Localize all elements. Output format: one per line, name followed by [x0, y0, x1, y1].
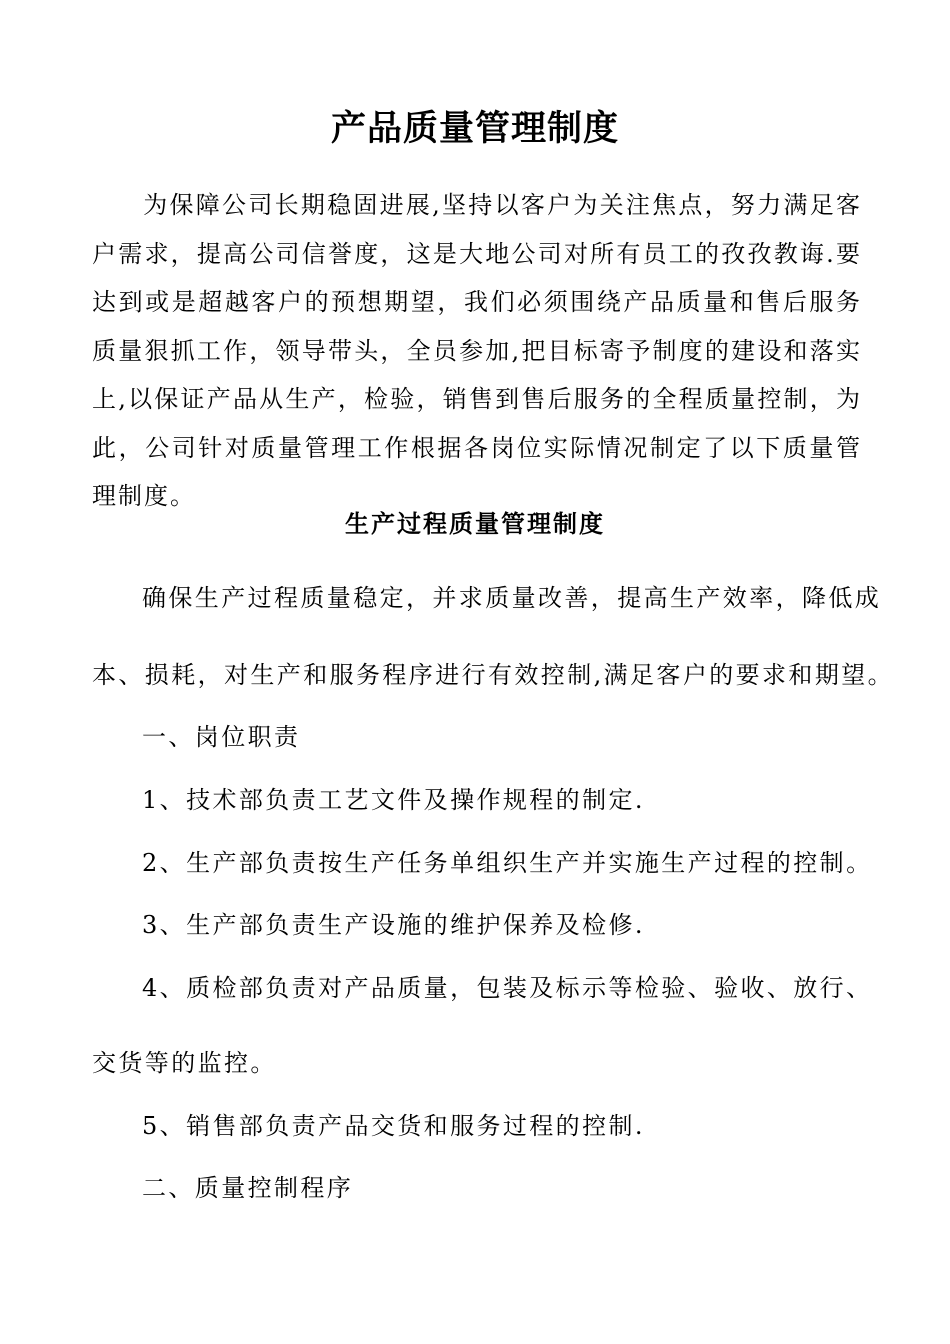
list-item-2: 2、生产部负责按生产任务单组织生产并实施生产过程的控制。: [142, 849, 873, 877]
heading-duties: 一、岗位职责: [142, 723, 301, 751]
list-item-3: 3、生产部负责生产设施的维护保养及检修.: [142, 911, 645, 939]
heading-quality-control: 二、质量控制程序: [142, 1174, 354, 1202]
list-item-1: 1、技术部负责工艺文件及操作规程的制定.: [142, 786, 645, 814]
list-item-5: 5、销售部负责产品交货和服务过程的控制.: [142, 1112, 645, 1140]
intro-text: 为保障公司长期稳固进展,坚持以客户为关注焦点，努力满足客户需求，提高公司信誉度，这是大地公司对所有员工的孜孜教诲.要达到或是超越客户的预想期望，我们必须围绕产品质量和售后服务质量狠抓工作，领导带头，全员参加,把目标寄予制度的建设和落实上,以保证产品从生产，检验，销售到售后服务的全程质量控制，为此，公司针对质量管理工作根据各岗位实际情况制定了以下质量管理制度。: [92, 191, 862, 510]
purpose-line-1: 确保生产过程质量稳定，并求质量改善，提高生产效率，降低成: [142, 584, 882, 612]
list-item-4-line-1: 4、质检部负责对产品质量，包装及标示等检验、验收、放行、: [142, 974, 873, 1002]
intro-paragraph: [92, 181, 862, 521]
list-item-4-line-2: 交货等的监控。: [92, 1049, 277, 1077]
document-title: 产品质量管理制度: [330, 108, 619, 149]
section-title: 生产过程质量管理制度: [345, 509, 605, 538]
purpose-line-2: 本、损耗，对生产和服务程序进行有效控制,满足客户的要求和期望。: [92, 661, 895, 689]
